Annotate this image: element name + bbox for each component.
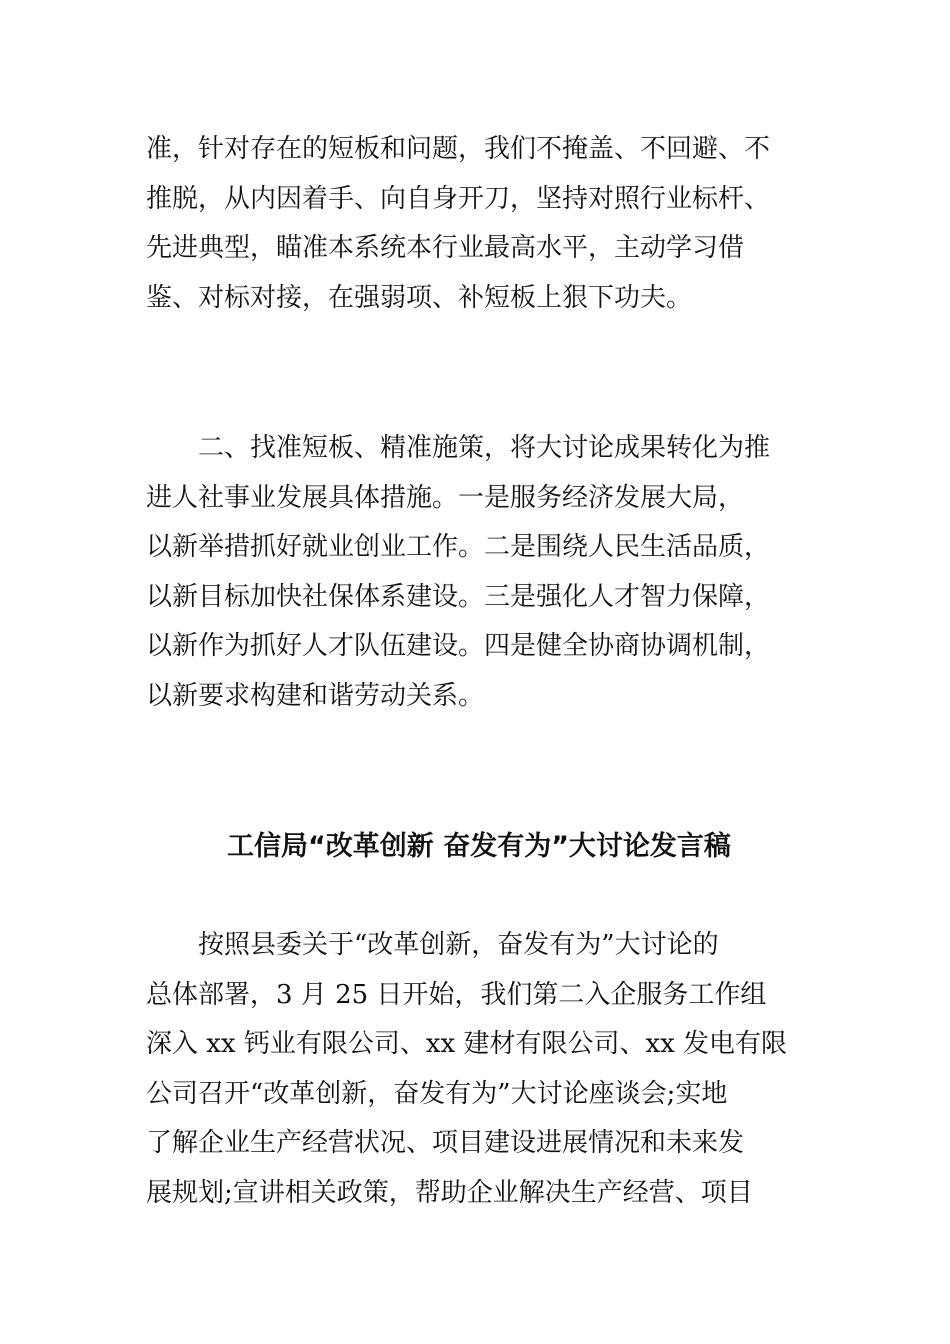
paragraph-line: 进人社事业发展具体措施。一是服务经济发展大局，: [146, 482, 745, 513]
paragraph-line: 以新举措抓好就业创业工作。二是围绕人民生活品质，: [146, 532, 771, 562]
paragraph-line: 以新作为抓好人才队伍建设。四是健全协商协调机制，: [146, 631, 771, 661]
paragraph-line: 深入 xx 钙业有限公司、xx 建材有限公司、xx 发电有限: [146, 1029, 788, 1059]
paragraph-line: 鉴、对标对接，在强弱项、补短板上狠下功夫。: [146, 282, 693, 313]
paragraph-intro: [146, 921, 812, 1218]
paragraph-line: 准，针对存在的短板和问题，我们不掩盖、不回避、不: [146, 134, 771, 164]
paragraph-line: 了解企业生产经营状况、项目建设进展情况和未来发: [146, 1128, 745, 1158]
paragraph-line: 总体部署，3 月 25 日开始，我们第二入企服务工作组: [146, 979, 767, 1010]
paragraph-line: 推脱，从内因着手、向自身开刀，坚持对照行业标杆、: [146, 183, 771, 214]
paragraph-section-two: [146, 424, 812, 721]
paragraph-line: 展规划;宣讲相关政策，帮助企业解决生产经营、项目: [146, 1177, 753, 1208]
paragraph-line: 先进典型，瞄准本系统本行业最高水平，主动学习借: [146, 233, 745, 263]
paragraph-line: 二、找准短板、精准施策，将大讨论成果转化为推: [146, 433, 771, 463]
paragraph-line: 以新目标加快社保体系建设。三是强化人才智力保障，: [146, 581, 771, 612]
document-title: 工信局“改革创新 奋发有为”大讨论发言稿: [227, 831, 731, 862]
paragraph-continuation: [146, 125, 812, 323]
paragraph-line: 以新要求构建和谐劳动关系。: [146, 680, 485, 711]
paragraph-line: 按照县委关于“改革创新，奋发有为”大讨论的: [146, 930, 719, 960]
paragraph-line: 公司召开“改革创新，奋发有为”大讨论座谈会;实地: [146, 1078, 728, 1109]
